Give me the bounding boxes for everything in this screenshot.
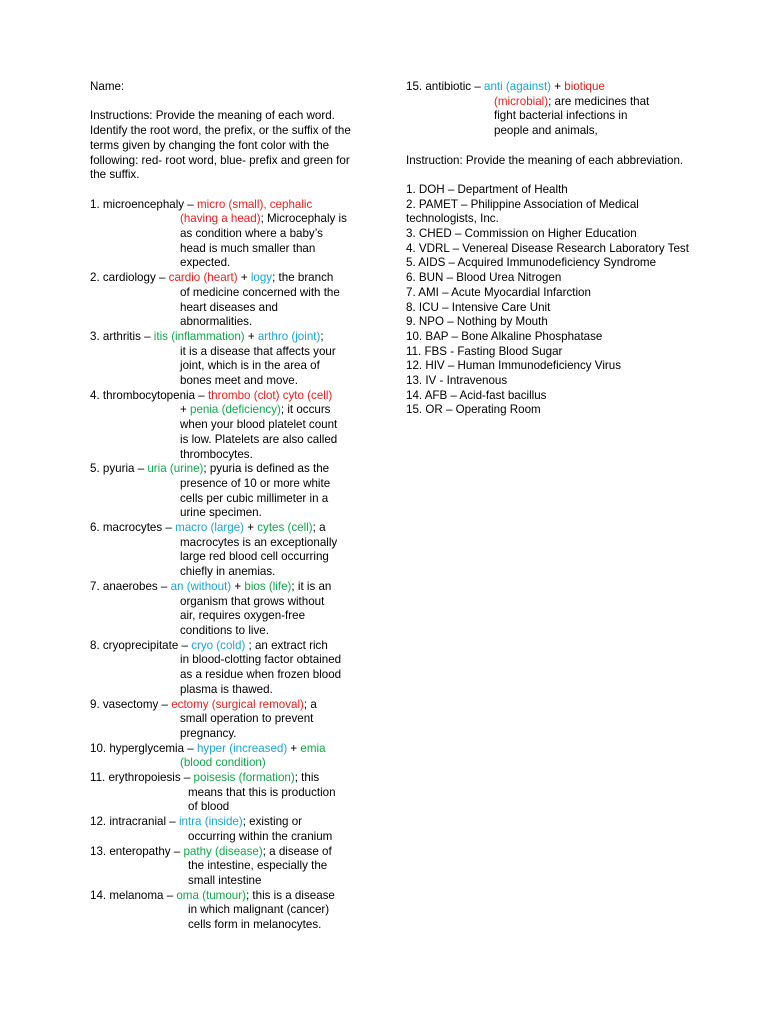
term-text: the intestine, especially the	[188, 859, 328, 873]
term-text: abnormalities.	[180, 315, 253, 329]
term-text: joint, which is in the area of	[180, 359, 320, 373]
term-part-green: itis (inflammation)	[153, 329, 245, 343]
term-first-line	[90, 271, 368, 286]
term-continuation-line	[90, 227, 368, 242]
term-text: ;	[320, 329, 324, 343]
term-entry	[90, 462, 368, 521]
term-text: urine specimen.	[180, 506, 262, 520]
term-text: ; it is an	[291, 579, 332, 593]
term-entry	[90, 698, 368, 742]
term-entry	[90, 889, 368, 933]
term-text: thrombocytes.	[180, 447, 253, 461]
term-text: +	[551, 80, 565, 93]
abbreviation-item: 13. IV - Intravenous	[406, 374, 508, 388]
term-text: +	[287, 741, 301, 755]
term-first-line	[90, 815, 368, 830]
term-text: ; this	[294, 771, 320, 785]
term-text: is low. Platelets are also called	[180, 432, 338, 446]
term-continuation-line	[90, 242, 368, 257]
term-word: 5. pyuria –	[90, 462, 148, 476]
term-part-green: bios (life)	[244, 579, 292, 593]
abbreviation-item: 12. HIV – Human Immunodeficiency Virus	[406, 359, 622, 373]
term-text: heart diseases and	[180, 300, 278, 314]
term-continuation-line	[90, 315, 368, 330]
term-text: ; pyuria is defined as the	[203, 462, 330, 476]
instructions-paragraph: Instructions: Provide the meaning of each word. Identify the root word, the prefix, or the suffix of the terms given by changing the font color with the following: red- root word, blue- prefix and green for the suffix.	[90, 109, 351, 182]
term-part-blue: intra (inside)	[178, 815, 243, 829]
term-text: small intestine	[188, 873, 262, 887]
term-first-line	[90, 771, 368, 786]
term-text: ; existing or	[242, 815, 303, 829]
abbreviation-item: 7. AMI – Acute Myocardial Infarction	[406, 285, 591, 299]
term-text: expected.	[180, 256, 231, 270]
term-text: +	[237, 271, 251, 285]
term-part-red: thrombo (clot) cyto (cell)	[207, 388, 333, 402]
term-first-line	[90, 698, 368, 713]
term-continuation-line	[90, 903, 368, 918]
term-entry	[90, 845, 368, 889]
term-continuation-line	[90, 345, 368, 360]
term-text: cells form in melanocytes.	[188, 918, 322, 932]
term-text: of blood	[188, 800, 230, 814]
abbreviation-item: 14. AFB – Acid-fast bacillus	[406, 388, 547, 402]
term-text: ; the branch	[272, 271, 334, 285]
term-continuation-line	[90, 286, 368, 301]
term-entry	[90, 742, 368, 771]
abbreviation-item: 6. BUN – Blood Urea Nitrogen	[406, 271, 562, 285]
term-text: ; a	[312, 521, 326, 535]
term-part-red: biotique	[564, 80, 605, 93]
term-text: fight bacterial infections in	[494, 109, 628, 123]
term-text: as condition where a baby’s	[180, 227, 323, 240]
term-part-blue: cryo (cold)	[191, 638, 246, 652]
term-text: ; a	[303, 697, 317, 711]
abbreviation-instruction: Instruction: Provide the meaning of each abbreviation.	[406, 153, 684, 167]
term-text: ; it occurs	[280, 403, 331, 417]
left-column	[90, 80, 368, 933]
term-word: 6. macrocytes –	[90, 521, 176, 535]
term-continuation-line	[90, 918, 368, 933]
abbreviation-list	[406, 183, 696, 418]
term-first-line	[90, 639, 368, 654]
term-text: chiefly in anemias.	[180, 565, 276, 579]
terms-list	[90, 198, 368, 933]
term-text: ; an extract rich	[245, 638, 328, 652]
term-part-red: (having a head)	[180, 212, 261, 226]
term-first-line	[90, 198, 368, 213]
term-continuation-line	[90, 565, 368, 580]
term-part-blue: logy	[250, 271, 273, 285]
abbreviation-item: 1. DOH – Department of Health	[406, 182, 568, 196]
term-text: macrocytes is an exceptionally	[180, 535, 338, 549]
term-continuation-line	[90, 756, 368, 771]
abbreviation-item: 3. CHED – Commission on Higher Education	[406, 227, 637, 240]
term-text: organism that grows without	[180, 594, 325, 608]
term-first-line	[90, 462, 368, 477]
term-continuation-line	[90, 668, 368, 683]
term-continuation-line	[90, 786, 368, 801]
term-entry	[406, 80, 696, 139]
term-part-red: micro (small), cephalic	[196, 197, 313, 211]
term-word: 8. cryoprecipitate –	[90, 638, 192, 652]
abbreviation-item: 4. VDRL – Venereal Disease Research Laboratory Test	[406, 241, 689, 255]
term-continuation-line	[90, 448, 368, 463]
term-text: people and animals,	[494, 124, 598, 138]
term-text: ; Microcephaly is	[260, 212, 347, 226]
term-continuation-line	[90, 403, 368, 418]
term-text: head is much smaller than	[180, 241, 316, 255]
term-first-line	[90, 521, 368, 536]
term-word: 3. arthritis –	[90, 329, 154, 343]
term-first-line	[406, 80, 696, 95]
term-text: air, requires oxygen-free	[180, 609, 306, 623]
term-part-red: cardio (heart)	[168, 271, 238, 285]
term-part-blue: an (without)	[170, 579, 232, 593]
term-part-blue: macro (large)	[175, 521, 244, 535]
term-entry	[90, 580, 368, 639]
term-text: +	[244, 521, 258, 535]
term-item-15	[406, 80, 696, 139]
term-continuation-line	[90, 830, 368, 845]
term-entry	[90, 389, 368, 463]
term-continuation-line	[406, 95, 696, 110]
term-text: ; a disease of	[262, 844, 332, 858]
term-word: 7. anaerobes –	[90, 579, 171, 593]
term-continuation-line	[90, 477, 368, 492]
term-text: as a residue when frozen blood	[180, 668, 342, 682]
term-text: plasma is thawed.	[180, 682, 273, 696]
term-first-line	[90, 580, 368, 595]
term-text: +	[180, 403, 190, 417]
term-entry	[90, 771, 368, 815]
term-part-red: (microbial)	[494, 94, 549, 108]
term-word: 1. microencephaly –	[90, 197, 197, 211]
term-continuation-line	[90, 609, 368, 624]
term-word: 10. hyperglycemia –	[90, 741, 197, 755]
term-continuation-line	[406, 124, 696, 139]
term-continuation-line	[90, 595, 368, 610]
term-part-green: pathy (disease)	[183, 844, 263, 858]
term-text: it is a disease that affects your	[180, 344, 336, 358]
term-text: when your blood platelet count	[180, 418, 338, 432]
term-word: 13. enteropathy –	[90, 844, 184, 858]
term-first-line	[90, 889, 368, 904]
term-part-blue: anti (against)	[484, 80, 552, 93]
term-continuation-line	[90, 256, 368, 271]
term-text: ; this is a disease	[245, 888, 335, 902]
term-part-green: (blood condition)	[180, 756, 266, 770]
term-word: 14. melanoma –	[90, 888, 177, 902]
term-text: +	[244, 329, 258, 343]
term-continuation-line	[90, 874, 368, 889]
term-continuation-line	[90, 359, 368, 374]
abbreviation-item: 10. BAP – Bone Alkaline Phosphatase	[406, 329, 603, 343]
term-word: 15. antibiotic –	[406, 80, 484, 93]
term-text: cells per cubic millimeter in a	[180, 491, 329, 505]
term-text: bones meet and move.	[180, 374, 298, 388]
term-continuation-line	[90, 492, 368, 507]
term-continuation-line	[90, 212, 368, 227]
name-label: Name:	[90, 80, 125, 93]
term-part-green: poisesis (formation)	[193, 771, 295, 785]
abbreviation-item: 9. NPO – Nothing by Mouth	[406, 315, 548, 329]
term-continuation-line	[90, 624, 368, 639]
term-word: 4. thrombocytopenia –	[90, 388, 208, 402]
term-text: large red blood cell occurring	[180, 550, 329, 564]
term-text: ; are medicines that	[548, 94, 650, 108]
abbreviation-item: 2. PAMET – Philippine Association of Medical technologists, Inc.	[406, 197, 639, 226]
abbreviation-item: 8. ICU – Intensive Care Unit	[406, 300, 551, 314]
term-part-green: cytes (cell)	[257, 521, 313, 535]
term-word: 12. intracranial –	[90, 815, 179, 829]
term-text: +	[231, 579, 245, 593]
term-part-red: ectomy (surgical removal)	[171, 697, 304, 711]
term-part-green: oma (tumour)	[176, 888, 246, 902]
term-continuation-line	[90, 536, 368, 551]
term-continuation-line	[90, 418, 368, 433]
term-part-blue: arthro (joint)	[257, 329, 321, 343]
term-continuation-line	[90, 727, 368, 742]
term-continuation-line	[406, 109, 696, 124]
term-part-green: emia	[300, 741, 326, 755]
term-part-green: penia (deficiency)	[190, 403, 281, 417]
term-entry	[90, 271, 368, 330]
term-continuation-line	[90, 800, 368, 815]
term-entry	[90, 639, 368, 698]
term-text: conditions to live.	[180, 623, 269, 637]
term-part-green: uria (urine)	[147, 462, 204, 476]
term-continuation-line	[90, 712, 368, 727]
abbreviation-item: 5. AIDS – Acquired Immunodeficiency Syndrome	[406, 256, 657, 270]
term-text: in which malignant (cancer)	[188, 903, 330, 917]
term-continuation-line	[90, 859, 368, 874]
term-entry	[90, 330, 368, 389]
term-entry	[90, 521, 368, 580]
term-text: means that this is production	[188, 785, 336, 799]
term-text: of medicine concerned with the	[180, 285, 340, 299]
term-continuation-line	[90, 433, 368, 448]
term-continuation-line	[90, 301, 368, 316]
term-continuation-line	[90, 653, 368, 668]
term-first-line	[90, 845, 368, 860]
term-text: presence of 10 or more white	[180, 476, 331, 490]
term-text: small operation to prevent	[180, 712, 314, 726]
term-word: 2. cardiology –	[90, 271, 169, 285]
term-first-line	[90, 742, 368, 757]
term-word: 11. erythropoiesis –	[90, 771, 194, 785]
term-first-line	[90, 330, 368, 345]
term-entry	[90, 815, 368, 844]
abbreviation-item: 15. OR – Operating Room	[406, 403, 541, 417]
term-text: in blood-clotting factor obtained	[180, 653, 342, 667]
term-continuation-line	[90, 506, 368, 521]
term-continuation-line	[90, 550, 368, 565]
term-first-line	[90, 389, 368, 404]
term-word: 9. vasectomy –	[90, 697, 172, 711]
term-text: pregnancy.	[180, 726, 237, 740]
term-part-blue: hyper (increased)	[196, 741, 288, 755]
term-continuation-line	[90, 374, 368, 389]
abbreviation-item: 11. FBS - Fasting Blood Sugar	[406, 344, 563, 358]
term-continuation-line	[90, 683, 368, 698]
term-entry	[90, 198, 368, 272]
right-column	[406, 80, 696, 418]
term-text: occurring within the cranium	[188, 829, 333, 843]
